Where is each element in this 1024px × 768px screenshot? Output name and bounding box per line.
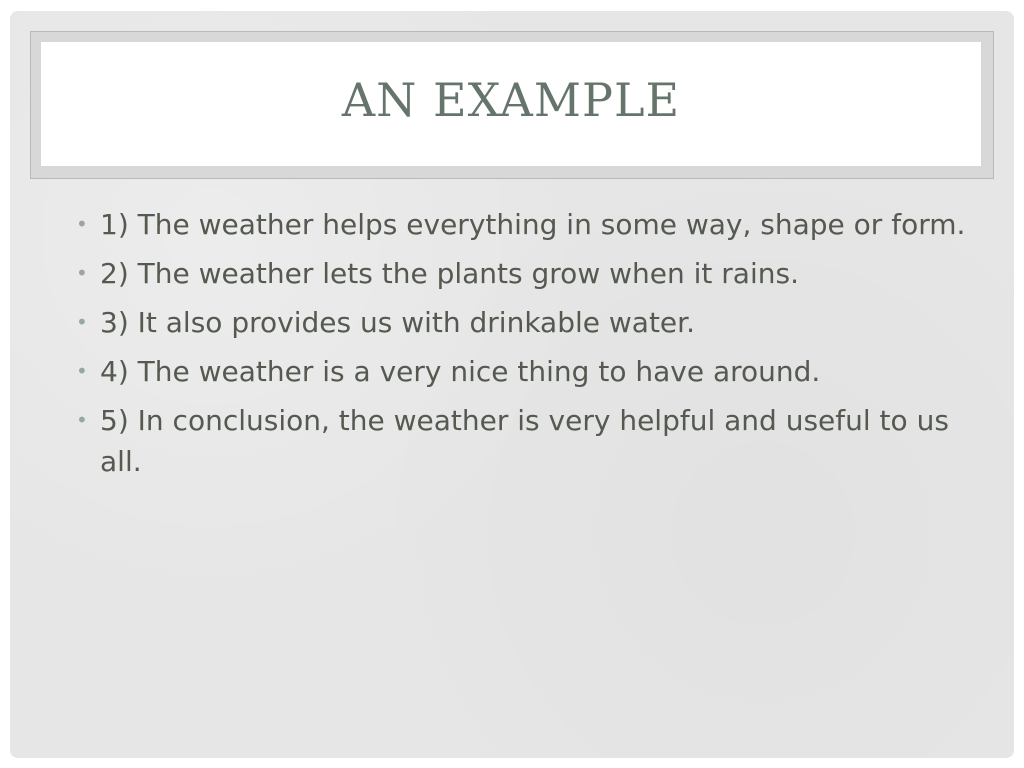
bullet-list: [72, 204, 972, 490]
bullet-text: 3) It also provides us with drinkable water.: [100, 306, 695, 339]
bullet-text: 5) In conclusion, the weather is very helpful and useful to us all.: [100, 404, 949, 478]
title-frame: [30, 31, 994, 179]
bullet-item: [72, 351, 972, 392]
bullet-icon: •: [76, 310, 88, 334]
bullet-item: [72, 204, 972, 245]
slide: [10, 11, 1014, 758]
bullet-text: 4) The weather is a very nice thing to have around.: [100, 355, 821, 388]
title-box: [41, 42, 981, 166]
bullet-icon: •: [76, 359, 88, 383]
bullet-item: [72, 302, 972, 343]
bullet-text: 1) The weather helps everything in some way, shape or form.: [100, 208, 966, 241]
bullet-icon: •: [76, 408, 88, 432]
slide-title: AN EXAMPLE: [341, 73, 681, 127]
bullet-icon: •: [76, 261, 88, 285]
bullet-item: [72, 253, 972, 294]
bullet-icon: •: [76, 212, 88, 236]
bullet-text: 2) The weather lets the plants grow when it rains.: [100, 257, 799, 290]
bullet-item: [72, 400, 972, 482]
